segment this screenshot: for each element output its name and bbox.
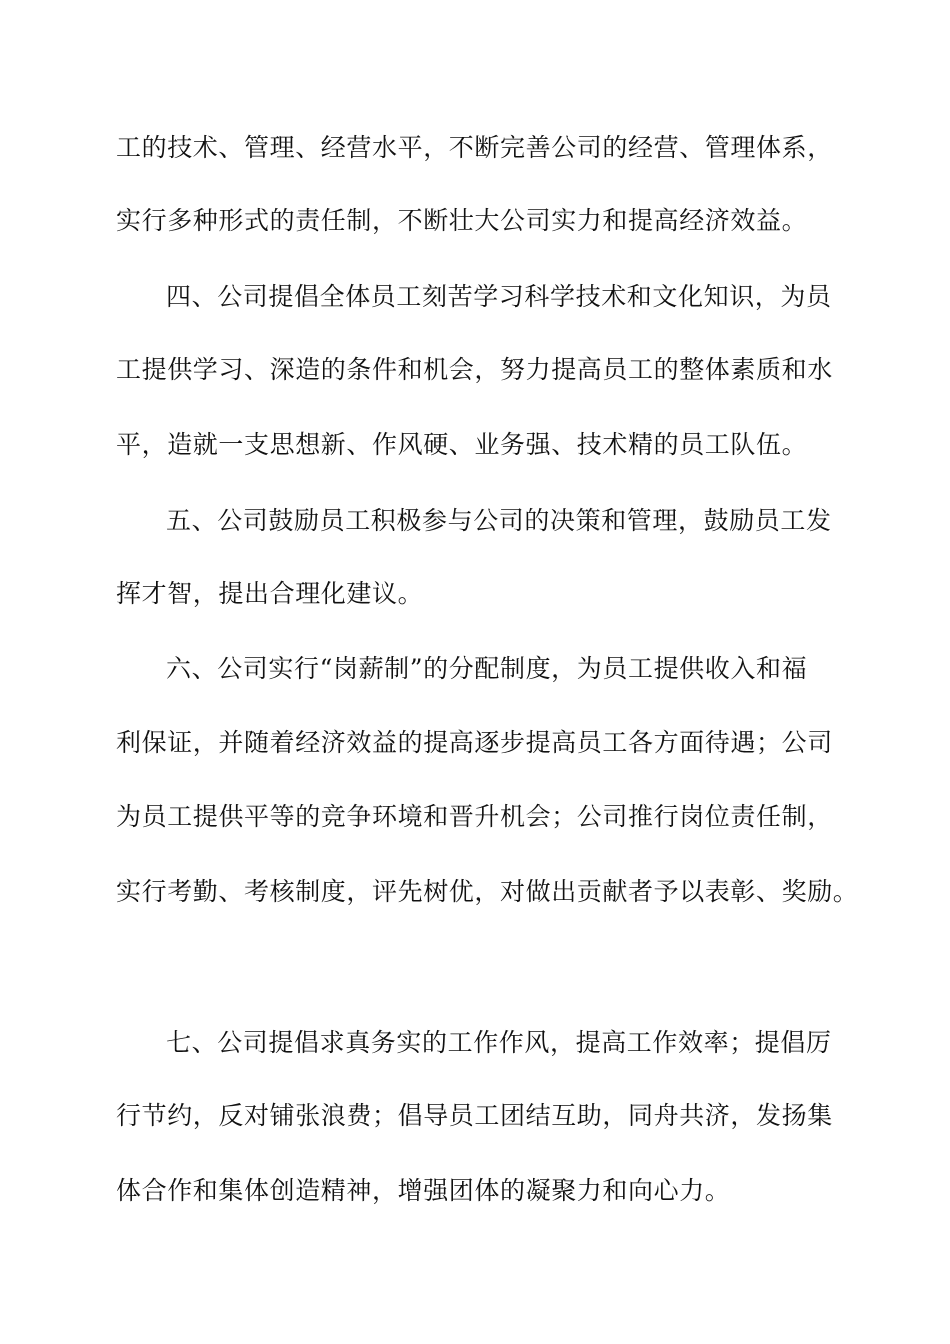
text-line <box>0 1023 950 1063</box>
text-line <box>0 350 950 390</box>
text-line <box>0 1096 950 1136</box>
text-line <box>0 872 950 912</box>
text-line <box>0 201 950 241</box>
text-line <box>0 425 950 465</box>
text-line <box>0 1171 950 1211</box>
text-line-content: 实行多种形式的责任制，不断壮大公司实力和提高经济效益。 <box>116 206 808 235</box>
text-line-content: 七、公司提倡求真务实的工作作风，提高工作效率；提倡厉 <box>166 1028 832 1057</box>
text-line-content: 体合作和集体创造精神，增强团体的凝聚力和向心力。 <box>116 1176 731 1205</box>
text-line-content: 工提供学习、深造的条件和机会，努力提高员工的整体素质和水 <box>116 355 833 384</box>
text-line-content: 实行考勤、考核制度，评先树优，对做出贡献者予以表彰、奖励。 <box>116 877 859 906</box>
text-line-content: 五、公司鼓励员工积极参与公司的决策和管理，鼓励员工发 <box>166 506 832 535</box>
text-line <box>0 574 950 614</box>
text-line <box>0 723 950 763</box>
text-line-content: 工的技术、管理、经营水平，不断完善公司的经营、管理体系， <box>116 133 833 162</box>
text-line <box>0 797 950 837</box>
text-line-content: 平，造就一支思想新、作风硬、业务强、技术精的员工队伍。 <box>116 430 808 459</box>
text-line-content: 四、公司提倡全体员工刻苦学习科学技术和文化知识，为员 <box>166 282 832 311</box>
text-line-content: 六、公司实行“岗薪制”的分配制度，为员工提供收入和福 <box>166 654 808 683</box>
text-line-content: 利保证，并随着经济效益的提高逐步提高员工各方面待遇；公司 <box>116 728 833 757</box>
text-line <box>0 277 950 317</box>
text-line <box>0 128 950 168</box>
text-line-content: 挥才智，提出合理化建议。 <box>116 579 424 608</box>
text-line-content: 为员工提供平等的竞争环境和晋升机会；公司推行岗位责任制， <box>116 802 833 831</box>
text-line <box>0 501 950 541</box>
text-line <box>0 649 950 689</box>
text-line-content: 行节约，反对铺张浪费；倡导员工团结互助，同舟共济，发扬集 <box>116 1101 833 1130</box>
